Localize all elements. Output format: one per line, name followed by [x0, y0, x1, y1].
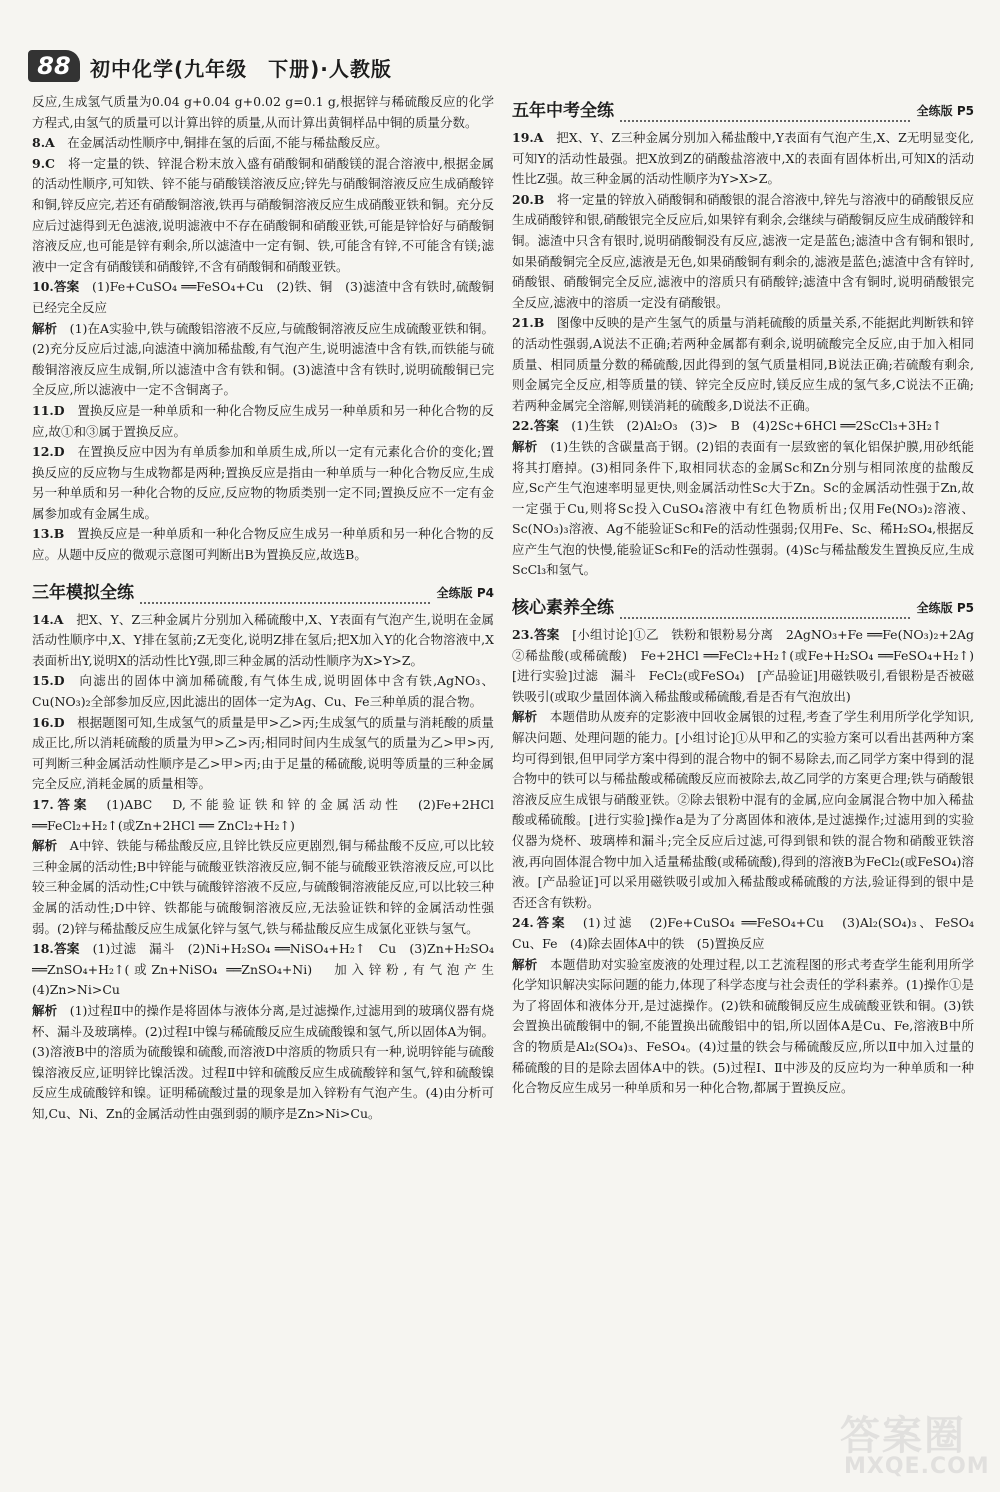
item-number: 12.D [32, 444, 65, 460]
item-text: 在金属活动性顺序中,铜排在氢的后面,不能与稀盐酸反应。 [54, 135, 388, 151]
answer-item [32, 319, 494, 401]
item-number: 解析 [32, 1002, 58, 1018]
item-text: (1)过程Ⅱ中的操作是将固体与液体分离,是过滤操作,过滤用到的玻璃仪器有烧杯、漏斗及玻璃棒。(2)过程Ⅰ中镍与稀硫酸反应生成硫酸镍和氢气,所以固体A为铜。(3)溶液B中的溶质为硫酸镍和硫酸,而溶液D中溶质的物质只有一种,说明锌能与硫酸镍溶液反应,证明锌比镍活泼。过程Ⅱ中锌和硫酸反应生成硫酸锌和氢气,锌和硫酸镍反应生成硫酸锌和镍。证明稀硫酸过量的现象是加入锌粉有气泡产生。(4)由分析可知,Cu、Ni、Zn的金属活动性由强到弱的顺序是Zn>Ni>Cu。 [32, 1002, 494, 1121]
section-title: 三年模拟全练 [32, 583, 140, 604]
item-number: 8.A [32, 135, 55, 151]
item-number: 11.D [32, 402, 65, 418]
watermark-url: MXQE.COM [844, 1454, 990, 1479]
answer-item [32, 401, 494, 442]
item-number: 16.D [32, 714, 65, 730]
item-number: 24.答案 [512, 915, 568, 931]
page-number: 88 [28, 50, 80, 82]
answer-item [512, 128, 974, 190]
answer-item [512, 625, 987, 707]
item-text: (1)过滤 (2)Fe+CuSO₄ ══FeSO₄+Cu (3)Al₂(SO₄)₃、FeSO₄ Cu、Fe (4)除去固体A中的铁 (5)置换反应 [512, 915, 987, 951]
answer-item [512, 416, 974, 437]
item-number: 解析 [512, 956, 538, 972]
item-text: (1)过滤 漏斗 (2)Ni+H₂SO₄ ══NiSO₄+H₂↑ Cu (3)Zn+H₂SO₄ ══ZnSO₄+H₂↑(或Zn+NiSO₄ ══ZnSO₄+Ni) 加入锌粉,有气泡产生 (4)Zn>Ni>Cu [32, 941, 507, 998]
section-header-hexin [512, 589, 974, 619]
item-number: 22.答案 [512, 418, 559, 434]
item-text: 向滤出的固体中滴加稀硫酸,有气体生成,说明固体中含有铁,AgNO₃、Cu(NO₃)₂全部参加反应,因此滤出的固体一定为Ag、Cu、Fe三种单质的混合物。 [32, 673, 494, 710]
item-text: A中锌、铁能与稀盐酸反应,且锌比铁反应更剧烈,铜与稀盐酸不反应,可以比较三种金属的活动性;B中锌能与硫酸亚铁溶液反应,铜不能与硫酸亚铁溶液反应,可以比较三种金属的活动性;C中铁与硫酸锌溶液不反应,与硫酸铜溶液能反应,可以比较三种金属的活动性;D中锌、铁都能与硫酸铜溶液反应,无法验证铁和锌的金属活动性强弱。(2)锌与稀盐酸反应生成氯化锌与氢气,铁与稀盐酸反应生成氯化亚铁与氢气。 [32, 838, 494, 936]
item-text: (1)Fe+CuSO₄ ══FeSO₄+Cu (2)铁、铜 (3)滤渣中含有铁时,硫酸铜已经完全反应 [32, 279, 494, 315]
item-text: (1)生铁 (2)Al₂O₃ (3)> B (4)2Sc+6HCl ══2ScCl₃+3H₂↑ [558, 418, 943, 434]
section-header-wunian [512, 92, 974, 122]
section-title: 五年中考全练 [512, 101, 620, 122]
answer-item [512, 313, 974, 416]
answer-item [512, 707, 974, 913]
item-number: 17.答案 [32, 797, 91, 812]
item-number: 解析 [32, 838, 58, 854]
item-number: 23.答案 [512, 627, 560, 643]
item-text: (1)生铁的含碳量高于钢。(2)铝的表面有一层致密的氧化铝保护膜,用砂纸能将其打磨掉。(3)相同条件下,取相同状态的金属Sc和Zn分别与相同浓度的盐酸反应,Sc产生气泡速率明显更快,则金属活动性Sc大于Zn。Sc的金属活动性强于Zn,故一定强于Cu,则将Sc投入CuSO₄溶液中有红色物质析出;仅用Fe(NO₃)₂溶液、Sc(NO₃)₃溶液、Ag不能验证Sc和Fe的活动性强弱;仅用Fe、Sc、稀H₂SO₄,根据反应产生气泡的快慢,能验证Sc和Fe的活动性强弱。(4)Sc与稀盐酸发生置换反应,生成ScCl₃和氢气。 [512, 438, 974, 578]
answer-item [32, 836, 494, 939]
section-ref: 全练版 P5 [911, 598, 974, 619]
item-number: 解析 [512, 709, 538, 725]
item-text: 置换反应是一种单质和一种化合物反应生成另一种单质和另一种化合物的反应,故①和③属于置换反应。 [32, 402, 494, 439]
answer-item [32, 1001, 494, 1125]
right-column [512, 92, 987, 1099]
item-text: 根据题图可知,生成氢气的质量是甲>乙>丙;生成氢气的质量与消耗酸的质量成正比,所以消耗硫酸的质量为甲>乙>丙;相同时间内生成氢气的质量为乙>甲>丙,可判断三种金属活动性顺序是乙>甲>丙;由于足量的稀硫酸,说明等质量的三种金属完全反应,消耗金属的质量相等。 [32, 714, 494, 792]
right-items-b [512, 625, 987, 1099]
item-text: 本题借助对实验室废液的处理过程,以工艺流程图的形式考查学生能利用所学化学知识解决实际问题的能力,体现了科学态度与社会责任的学科素养。(1)操作①是为了将固体和液体分开,是过滤操作。(2)铁和硫酸铜反应生成硫酸亚铁和铜。(3)铁会置换出硫酸铜中的铜,不能置换出硫酸铝中的铝,所以固体A是Cu、Fe,溶液B中所含的物质是Al₂(SO₄)₃、FeSO₄。(4)过量的铁会与稀硫酸反应,所以Ⅱ中加入过量的稀硫酸的目的是除去固体A中的铁。(5)过程Ⅰ、Ⅱ中涉及的反应均为一种单质和一种化合物反应生成另一种单质和另一种化合物,都属于置换反应。 [512, 956, 974, 1096]
section-ref: 全练版 P5 [911, 101, 974, 122]
right-items-a [512, 128, 974, 581]
item-number: 解析 [32, 320, 58, 336]
item-text: (1)在A实验中,铁与硫酸铝溶液不反应,与硫酸铜溶液反应生成硫酸亚铁和铜。(2)充分反应后过滤,向滤渣中滴加稀盐酸,有气泡产生,说明滤渣中含有铁,而铁能与硫酸铜溶液反应生成铜,所以滤渣中含有铁和铜。(3)滤渣中含有铁时,说明硫酸铜已完全反应,所以滤液中一定不含铜离子。 [32, 320, 494, 398]
item-text: 将一定量的锌放入硝酸铜和硝酸银的混合溶液中,锌先与溶液中的硝酸银反应生成硝酸锌和银,硝酸银完全反应后,如果锌有剩余,会继续与硝酸铜反应生成硝酸锌和铜。滤渣中只含有银时,说明硝酸铜没有反应,滤液一定是蓝色;滤渣中含有铜和银时,如果硝酸铜完全反应,滤液是无色,如果硝酸铜有剩余的,滤液是蓝色;滤渣中含有锌时,硝酸银、硝酸铜完全反应,滤液中的溶质只有硝酸锌;滤渣中含有铜时,说明硝酸银完全反应,滤液中的溶质一定没有硝酸银。 [512, 191, 974, 310]
answer-item [32, 939, 507, 1001]
item-text: [小组讨论]①乙 铁粉和银粉易分离 2AgNO₃+Fe ══Fe(NO₃)₂+2Ag ②稀盐酸(或稀硫酸) Fe+2HCl ══FeCl₂+H₂↑(或Fe+H₂SO₄ ══FeSO₄+H₂↑) [进行实验]过滤 漏斗 FeCl₂(或FeSO₄) [产品验证]用磁铁吸引,看银粉是否被磁铁吸引(或取少量固体滴入稀盐酸或稀硫酸,看是否有气泡放出) [512, 627, 987, 704]
answer-item [512, 190, 974, 314]
section-ref: 全练版 P4 [431, 583, 494, 604]
item-number: 14.A [32, 611, 64, 627]
left-column [32, 92, 507, 1125]
item-number: 10.答案 [32, 279, 80, 295]
item-text: 本题借助从废弃的定影液中回收金属银的过程,考查了学生利用所学化学知识,解决问题、处理问题的能力。[小组讨论]①从甲和乙的实验方案可以看出甚两种方案均可得到银,但甲同学方案中得到的混合物中的铜不易除去,而乙同学方案中得到的混合物中的铁可以与稀盐酸或稀硫酸反应而被除去,故乙同学的方案更合理;铁与硝酸银溶液反应生成银与硝酸亚铁。②除去银粉中混有的金属,应向金属混合物中加入稀盐酸或稀硫酸。[进行实验]操作a是为了分离固体和液体,是过滤操作;过滤用到的实验仪器为烧杯、玻璃棒和漏斗;完全反应后过滤,可得到银和铁的混合物和硝酸亚铁溶液,再向固体混合物中加入适量稀盐酸(或稀硫酸),得到的溶液B为FeCl₂(或FeSO₄)溶液。[产品验证]可以采用磁铁吸引或加入稀盐酸或稀硫酸的方法,验证得到的银中是否还含有铁粉。 [512, 709, 974, 910]
item-text: 置换反应是一种单质和一种化合物反应生成另一种单质和另一种化合物的反应。从题中反应的微观示意图可判断出B为置换反应,故选B。 [32, 526, 494, 563]
answer-item [32, 795, 494, 836]
item-number: 13.B [32, 526, 65, 542]
answer-item [32, 277, 494, 318]
watermark-logo [830, 1404, 990, 1484]
item-text: 把X、Y、Z三种金属片分别加入稀硫酸中,X、Y表面有气泡产生,说明在金属活动性顺序中,X、Y排在氢前;Z无变化,说明Z排在氢后;把X加入Y的化合物溶液中,X表面析出Y,说明X的活动性比Y强,即三种金属的活动性顺序为X>Y>Z。 [32, 611, 494, 668]
answer-item [512, 913, 987, 954]
item-number: 18.答案 [32, 941, 80, 957]
item-text: 图像中反映的是产生氢气的质量与消耗硫酸的质量关系,不能据此判断铁和锌的活动性强弱,A说法不正确;若两种金属都有剩余,说明硫酸完全反应,由于加入相同质量、相同质量分数的稀硫酸,因此得到的氢气质量相同,B说法正确;若硫酸有剩余,则金属完全反应,相等质量的镁、锌完全反应时,镁反应生成的氢气多,C说法不正确;若两种金属完全溶解,则镁消耗的硫酸多,D说法不正确。 [512, 315, 974, 413]
item-text: 将一定量的铁、锌混合粉末放入盛有硝酸铜和硝酸镁的混合溶液中,根据金属的活动性顺序,可知铁、锌不能与硝酸镁溶液反应;锌先与硝酸铜溶液反应生成硝酸锌和铜,锌反应完,若还有硝酸铜溶液,铁再与硝酸铜溶液反应生成硝酸亚铁和铜。充分反应后过滤得到无色滤液,说明滤液中不存在硝酸铜和硝酸亚铁,可能是锌恰好与硝酸铜溶液反应,也可能是锌有剩余,所以滤渣中一定有铜、铁,可能含有锌,不可能含有镁;滤液中一定含有硝酸镁和硝酸锌,不含有硝酸铜和硝酸亚铁。 [32, 155, 494, 274]
item-number: 20.B [512, 191, 545, 207]
section-title: 核心素养全练 [512, 598, 620, 619]
item-number: 9.C [32, 155, 55, 171]
answer-item [32, 610, 494, 672]
item-text: 在置换反应中因为有单质参加和单质生成,所以一定有元素化合价的变化;置换反应的反应物与生成物都是两种;置换反应是指由一种单质与一种化合物反应,生成另一种单质和另一种化合物的反应,反应物的物质类别一定不同;置换反应不一定有金属参加或有金属生成。 [32, 444, 494, 521]
item-number: 解析 [512, 438, 538, 454]
answer-item [32, 442, 494, 524]
answer-item [32, 713, 494, 795]
answer-item [32, 524, 494, 565]
item-text: 把X、Y、Z三种金属分别加入稀盐酸中,Y表面有气泡产生,X、Z无明显变化,可知Y的活动性最强。把X放到Z的硝酸盐溶液中,X的表面有固体析出,可知X的活动性比Z强。故三种金属的活动性顺序为Y>X>Z。 [512, 130, 974, 187]
page-header [28, 50, 978, 86]
item-number: 19.A [512, 130, 544, 145]
intro-paragraph: 反应,生成氢气质量为0.04 g+0.04 g+0.02 g=0.1 g,根据锌与稀硫酸反应的化学方程式,由氢气的质量可以计算出锌的质量,从而计算出黄铜样品中铜的质量分数。 [32, 94, 494, 130]
section-header-sannian [32, 574, 494, 604]
answer-item [32, 133, 494, 154]
answer-item [32, 671, 494, 712]
answer-item [512, 955, 974, 1099]
item-text: (1)ABC D,不能验证铁和锌的金属活动性 (2)Fe+2HCl ══FeCl₂+H₂↑(或Zn+2HCl ══ ZnCl₂+H₂↑) [32, 797, 495, 833]
left-items-b [32, 610, 507, 1125]
answer-item [32, 154, 494, 278]
book-title: 初中化学(九年级 下册)·人教版 [90, 57, 392, 81]
item-number: 21.B [512, 315, 545, 331]
answer-item [512, 437, 974, 581]
left-items-a [32, 133, 494, 565]
item-number: 15.D [32, 673, 65, 689]
watermark-text: 答案圈 [840, 1413, 966, 1459]
